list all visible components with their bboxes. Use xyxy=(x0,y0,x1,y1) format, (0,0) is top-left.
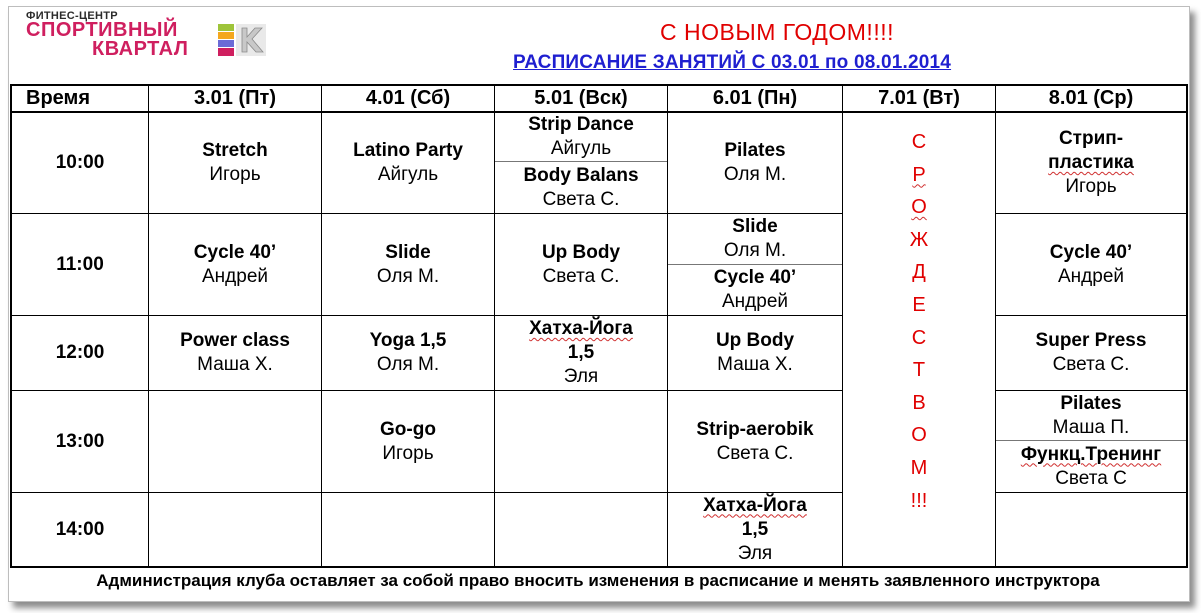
class-slot[interactable] xyxy=(668,316,842,390)
class-name: Up Body xyxy=(715,330,795,351)
class-name: Yoga 1,5 xyxy=(369,330,447,351)
day-header: 4.01 (Сб) xyxy=(365,87,451,109)
instructor-name: Света С. xyxy=(1052,354,1130,375)
day-header: 8.01 (Ср) xyxy=(1048,87,1134,109)
instructor-name: Маша Х. xyxy=(197,354,273,375)
day-header: 3.01 (Пт) xyxy=(194,87,276,109)
time-slot: 11:00 xyxy=(56,253,104,275)
instructor-name: Оля М. xyxy=(723,240,787,261)
instructor-name: Эля xyxy=(737,542,773,564)
holiday-letter: Т xyxy=(912,359,926,382)
class-slot[interactable] xyxy=(996,441,1186,492)
holiday-letter: Д xyxy=(912,261,926,284)
instructor-name: Игорь xyxy=(1065,176,1117,197)
logo-k-icon xyxy=(218,22,268,58)
time-slot: 14:00 xyxy=(55,518,105,540)
holiday-letter: С xyxy=(911,326,927,349)
class-slot[interactable] xyxy=(996,391,1186,440)
logo-line-2: КВАРТАЛ xyxy=(92,38,189,60)
class-slot[interactable] xyxy=(668,214,842,264)
class-slot[interactable] xyxy=(495,214,667,315)
holiday-letter: В xyxy=(912,391,926,414)
instructor-name: Андрей xyxy=(722,291,788,312)
christmas-holiday-notice xyxy=(843,113,995,565)
logo-caption: ФИТНЕС-ЦЕНТР xyxy=(26,10,118,22)
day-header: 7.01 (Вт) xyxy=(878,87,960,109)
class-name: Go-go xyxy=(380,418,436,440)
holiday-letter: О xyxy=(911,196,927,219)
time-slot: 10:00 xyxy=(55,152,105,173)
class-slot[interactable] xyxy=(996,316,1186,390)
class-slot[interactable] xyxy=(996,214,1186,315)
class-name: Cycle 40’ xyxy=(1049,241,1133,263)
instructor-name: Андрей xyxy=(1058,265,1124,287)
day-header: 6.01 (Пн) xyxy=(712,87,798,109)
class-name: Up Body xyxy=(541,241,621,263)
class-slot[interactable] xyxy=(149,113,321,213)
grid-line xyxy=(1186,84,1188,568)
class-slot[interactable] xyxy=(322,391,494,492)
class-slot[interactable] xyxy=(495,316,667,390)
instructor-name: Света С. xyxy=(542,265,620,287)
class-name: Slide xyxy=(732,216,778,237)
holiday-letter: М xyxy=(910,456,928,479)
class-name: Pilates xyxy=(724,140,786,161)
day-header: 5.01 (Вск) xyxy=(534,87,628,109)
class-name: Cycle 40’ xyxy=(713,267,797,288)
time-slot: 13:00 xyxy=(55,430,105,452)
instructor-name: Маша Х. xyxy=(717,354,793,375)
grid-line xyxy=(995,492,1188,493)
class-slot[interactable] xyxy=(668,391,842,492)
class-name: Cycle 40’ xyxy=(193,241,277,263)
class-slot[interactable] xyxy=(495,162,667,213)
holiday-letter: !!! xyxy=(910,489,928,512)
instructor-name: Оля М. xyxy=(376,354,440,375)
instructor-name: Света С. xyxy=(716,442,794,464)
time-slot: 12:00 xyxy=(55,342,105,363)
class-slot[interactable] xyxy=(149,316,321,390)
instructor-name: Игорь xyxy=(209,164,261,185)
instructor-name: Маша П. xyxy=(1052,416,1130,438)
class-slot[interactable] xyxy=(322,214,494,315)
class-name: Stretch xyxy=(202,140,268,161)
class-slot[interactable] xyxy=(668,493,842,566)
class-name: Slide xyxy=(385,241,431,263)
class-slot[interactable] xyxy=(149,214,321,315)
instructor-name: Оля М. xyxy=(723,164,787,185)
class-name: Pilates xyxy=(1060,392,1122,414)
time-column-header: Время xyxy=(26,87,90,109)
holiday-letter: О xyxy=(911,424,927,447)
holiday-letter: С xyxy=(911,131,927,153)
class-slot[interactable] xyxy=(996,113,1186,213)
footer-disclaimer: Администрация клуба оставляет за собой право вносить изменения в расписание и менять заявленного инструктора xyxy=(96,571,1100,590)
class-name: 1,5 xyxy=(567,342,595,363)
schedule-title-link[interactable]: РАСПИСАНИЕ ЗАНЯТИЙ С 03.01 по 08.01.2014 xyxy=(513,52,952,73)
class-name: Strip Dance xyxy=(528,114,634,135)
holiday-letter: Ж xyxy=(909,228,929,251)
instructor-name: Света С. xyxy=(542,188,620,210)
class-name: Хатха-Йога xyxy=(529,318,633,339)
class-name: Стрип- xyxy=(1058,128,1124,149)
holiday-letter: Е xyxy=(912,293,926,316)
holiday-letter: Р xyxy=(912,163,926,186)
class-slot[interactable] xyxy=(495,113,667,161)
instructor-name: Андрей xyxy=(202,265,268,287)
instructor-name: Айгуль xyxy=(550,138,612,159)
instructor-name: Айгуль xyxy=(377,164,439,185)
class-name: Super Press xyxy=(1035,330,1147,351)
instructor-name: Эля xyxy=(563,366,599,387)
logo-line-1: СПОРТИВНЫЙ xyxy=(26,19,178,41)
class-name: Body Balans xyxy=(523,164,639,186)
class-slot[interactable] xyxy=(322,113,494,213)
class-name: Latino Party xyxy=(353,140,463,161)
instructor-name: Оля М. xyxy=(376,265,440,287)
class-slot[interactable] xyxy=(322,316,494,390)
class-slot[interactable] xyxy=(668,113,842,213)
class-name: Power class xyxy=(180,330,290,351)
class-name: 1,5 xyxy=(741,518,769,540)
class-name: Функц.Тренинг xyxy=(1020,443,1162,465)
class-slot[interactable] xyxy=(668,265,842,315)
class-name: Strip-aerobik xyxy=(696,418,814,440)
instructor-name: Игорь xyxy=(382,442,434,464)
new-year-greeting: С НОВЫМ ГОДОМ!!!! xyxy=(660,19,894,45)
instructor-name: Света С xyxy=(1055,467,1127,489)
class-name: Хатха-Йога xyxy=(703,494,807,516)
class-name: пластика xyxy=(1048,152,1134,173)
